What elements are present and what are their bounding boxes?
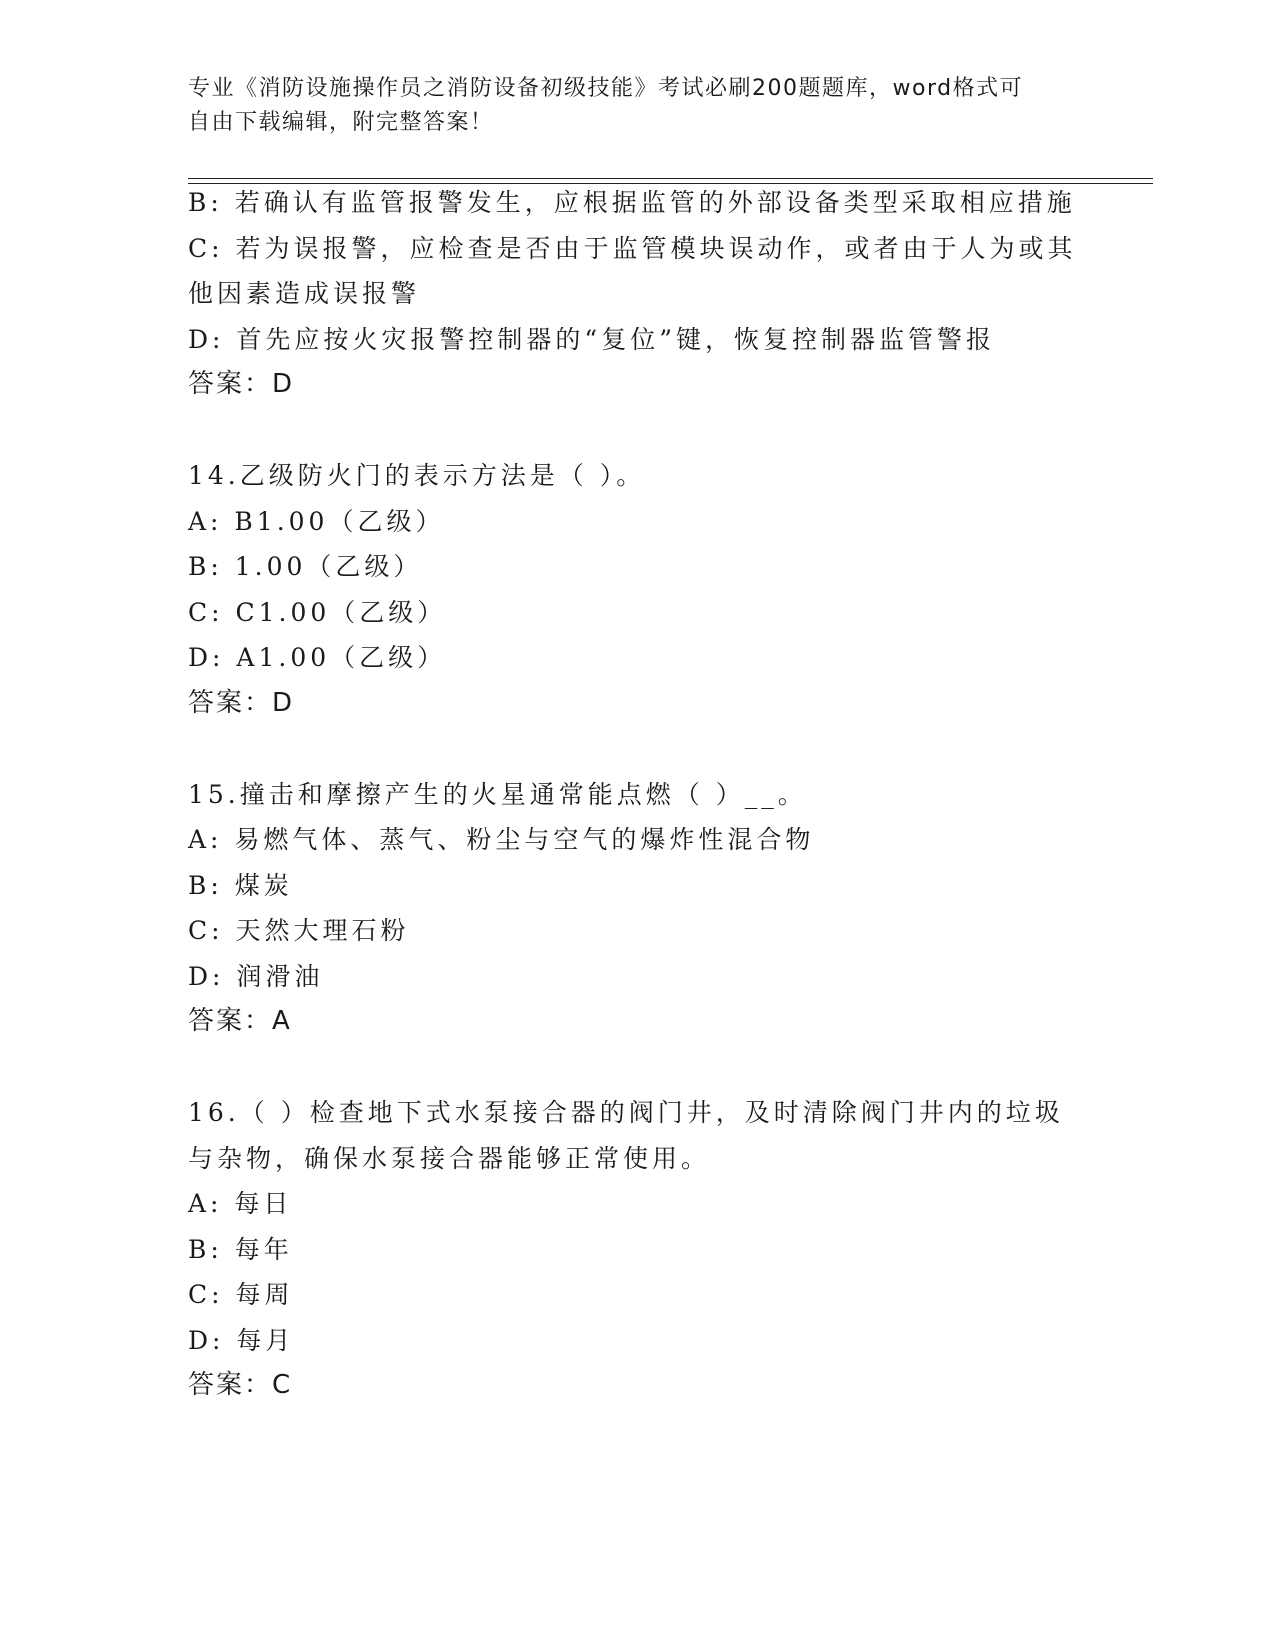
q16-option-c: C: 每周: [188, 1280, 294, 1309]
question-14: [188, 453, 1088, 726]
q15-option-c: C: 天然大理石粉: [188, 916, 410, 945]
document-header: [188, 72, 1068, 140]
q13-option-c-line-1: C: 若为误报警，应检查是否由于监管模块误动作，或者由于人为或其: [188, 233, 1077, 263]
question-13: [188, 180, 1088, 408]
spacer: [188, 408, 1088, 454]
q16-option-b: B: 每年: [188, 1234, 293, 1264]
spacer: [188, 726, 1088, 772]
question-16: [188, 1090, 1088, 1409]
q15-option-d: D: 润滑油: [188, 961, 324, 991]
q16-question-line-1: 16.（ ）检查地下式水泵接合器的阀门井，及时清除阀门井内的垃圾: [188, 1098, 1064, 1127]
spacer: [188, 1045, 1088, 1091]
header-line-1: 专业《消防设施操作员之消防设备初级技能》考试必刷200题题库，word格式可: [188, 76, 1024, 101]
q15-question: 15.撞击和摩擦产生的火星通常能点燃（ ）__。: [188, 779, 807, 809]
question-15: [188, 772, 1088, 1045]
q16-question-line-2: 与杂物，确保水泵接合器能够正常使用。: [188, 1143, 711, 1173]
q16-option-a: A: 每日: [188, 1189, 293, 1218]
q15-answer: 答案：A: [188, 1006, 292, 1036]
q14-option-d: D: A1.00（乙级）: [188, 643, 447, 672]
header-divider-top: [188, 178, 1153, 179]
q15-option-a: A: 易燃气体、蒸气、粉尘与空气的爆炸性混合物: [188, 825, 815, 854]
q14-option-c: C: C1.00（乙级）: [188, 597, 447, 627]
q14-option-a: A: B1.00（乙级）: [188, 506, 445, 536]
q14-question: 14.乙级防火门的表示方法是（ ）。: [188, 461, 646, 490]
q13-option-d: D: 首先应按火灾报警控制器的“复位”键，恢复控制器监管警报: [188, 324, 995, 354]
q14-answer: 答案：D: [188, 687, 295, 718]
q16-option-d: D: 每月: [188, 1325, 295, 1355]
q14-option-b: B: 1.00（乙级）: [188, 552, 423, 581]
q13-answer: 答案：D: [188, 369, 295, 399]
q13-option-b: B: 若确认有监管报警发生，应根据监管的外部设备类型采取相应措施: [188, 188, 1076, 217]
q15-option-b: B: 煤炭: [188, 870, 293, 900]
q16-answer: 答案：C: [188, 1370, 293, 1400]
q13-option-c-line-2: 他因素造成误报警: [188, 279, 421, 308]
header-line-2: 自由下载编辑，附完整答案！: [188, 110, 494, 135]
question-list: [188, 180, 1088, 1409]
